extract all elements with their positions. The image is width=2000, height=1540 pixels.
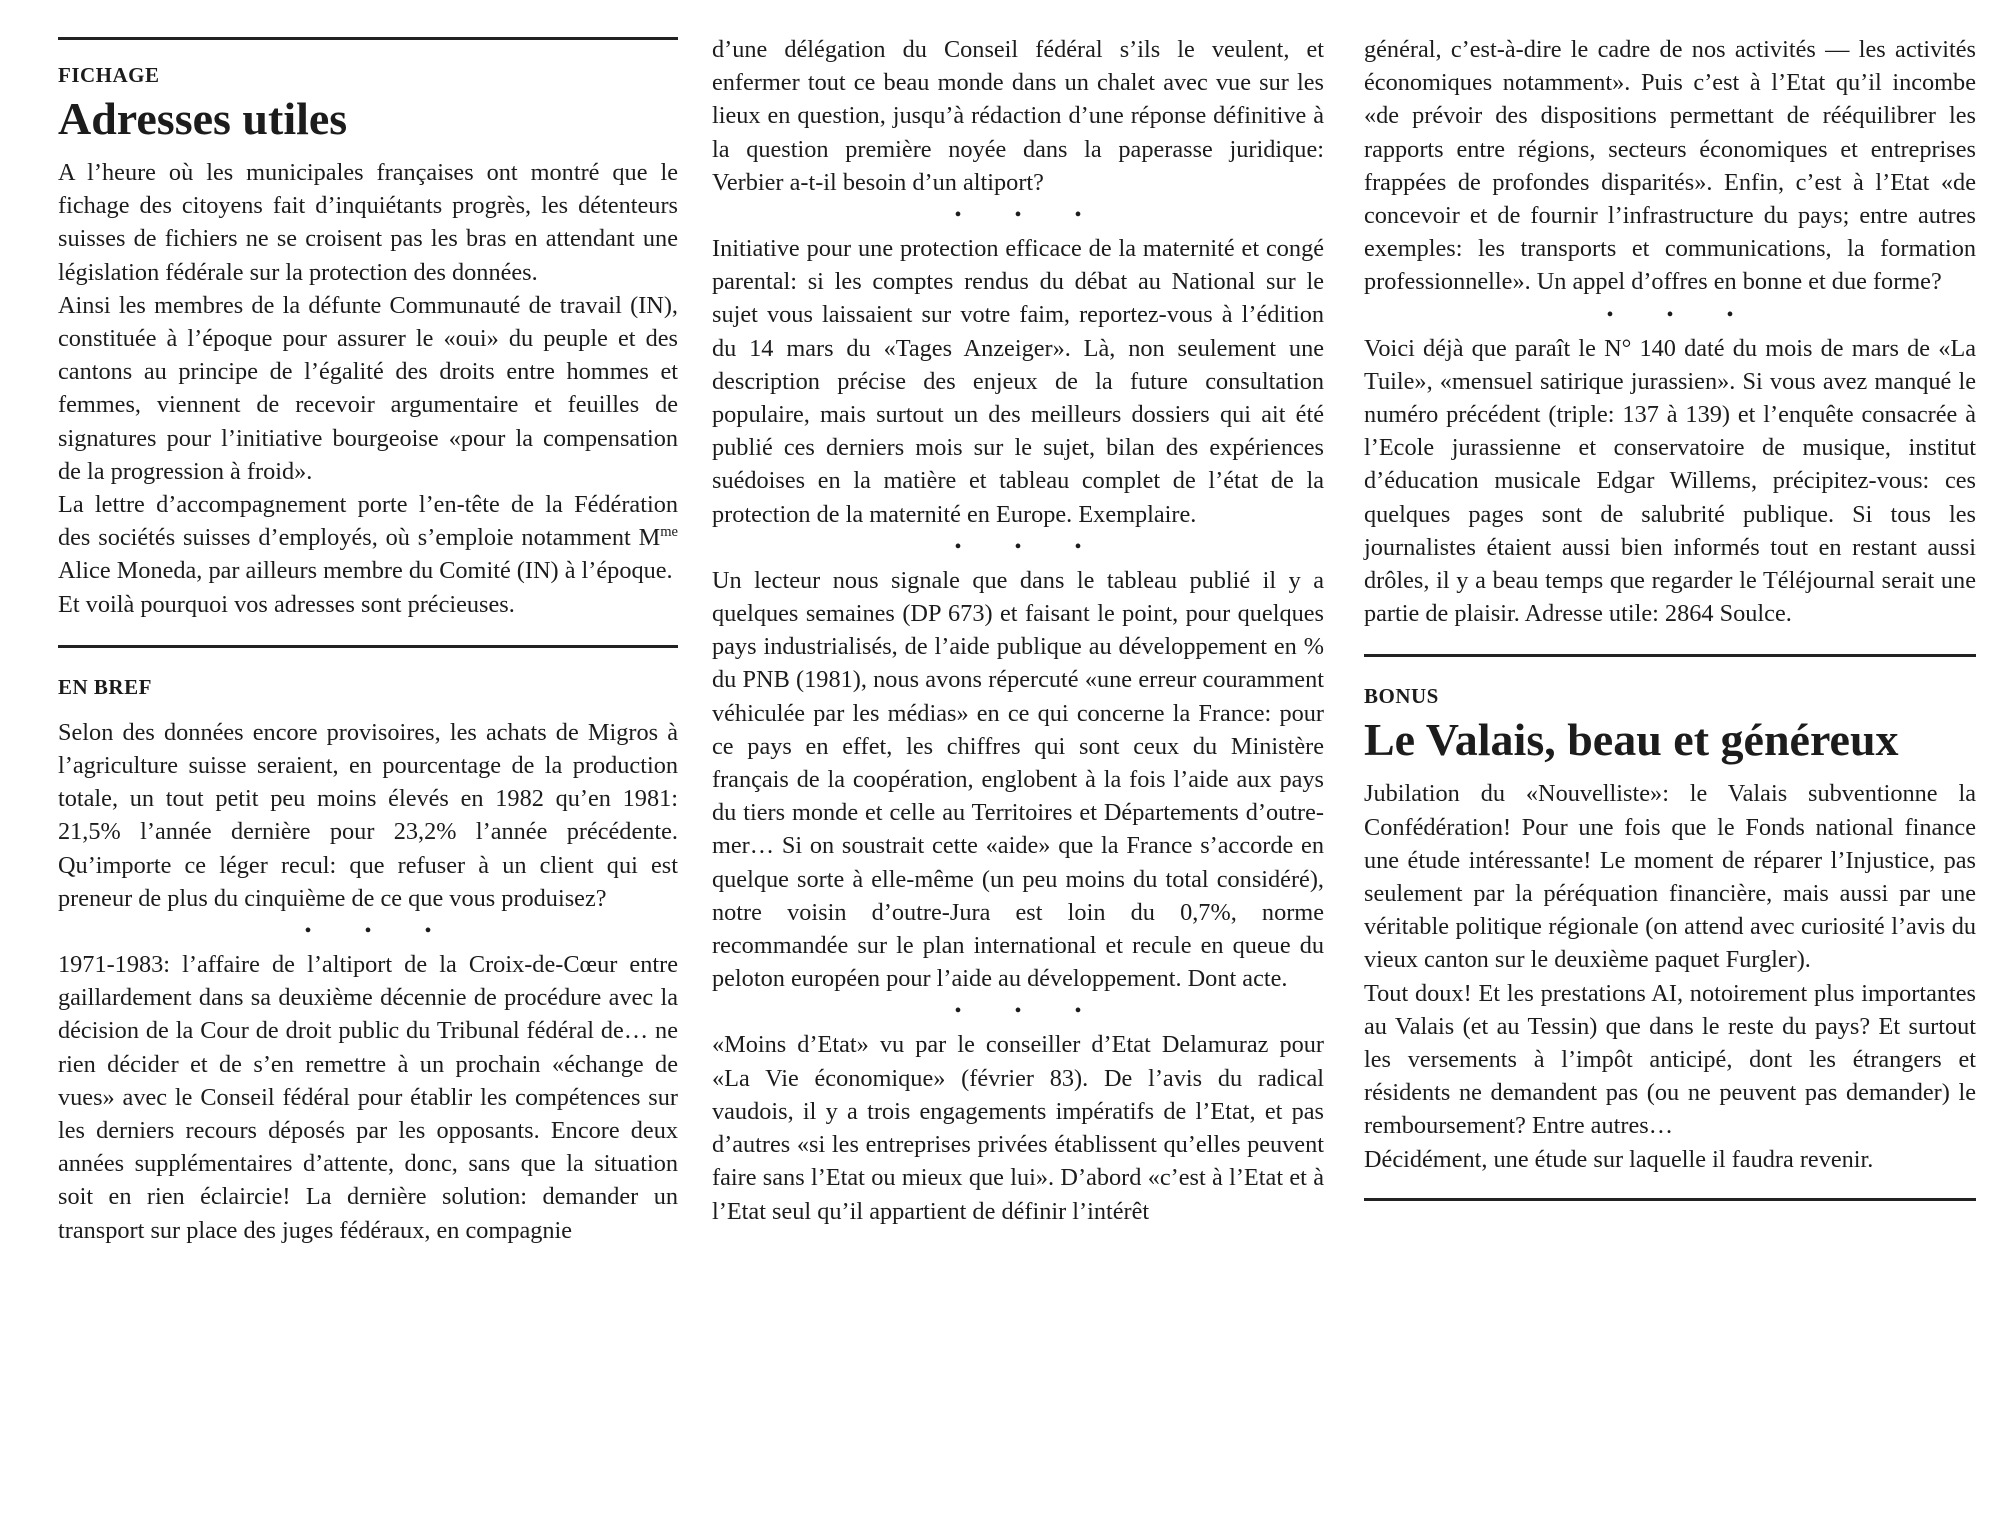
en-bref-column-2 [712,33,1324,1228]
separator-dots: • • • [954,204,1106,227]
bonus-paragraph-3: Décidément, une étude sur laquelle il faudra revenir. [1364,1145,1874,1173]
en-bref-column-3 [1364,33,1976,630]
fichage-article [58,156,678,621]
en-bref-item-5-part-2: général, c’est-à-dire le cadre de nos activités — les activités économiques notamment». Puis c’est à l’Etat qu’il incombe «de prévoir des dispositions permettant de rééquilibrer les rapports entre régions, secteurs économiques et entreprises frappées de profondes disparités». Enfin, c’est à l’Etat «de concevoir et de fournir l’infrastructure du pays; entre autres exemples: les transports et communications, la formation professionnelle». Un appel d’offres en bonne et due forme? [1364,36,1976,296]
section-rule [58,645,678,648]
fichage-kicker: FICHAGE [58,63,160,87]
fichage-paragraph-3-text-a: La lettre d’accompagnement porte l’en-tête de la Fédération des sociétés suisses d’employés, où s’emploie notamment M [58,491,678,552]
fichage-paragraph-2: Ainsi les membres de la défunte Communauté de travail (IN), constituée à l’époque pour assurer le «oui» du peuple et des cantons au principe de l’égalité des droits entre hommes et femmes, viennent de recevoir argumentaire et feuilles de signatures pour l’initiative bourgeoise «pour la compensation de la progression à froid». [58,291,678,485]
en-bref-item-6: Voici déjà que paraît le N° 140 daté du mois de mars de «La Tuile», «mensuel satirique jurassien». Si vous avez manqué le numéro précédent (triple: 137 à 139) et l’enquête consacrée à l’Ecole jurassienne et conservatoire de musique, institut d’éducation musicale Edgar Willems, précipitez-vous: ces quelques pages sont de salubrité publique. Si tous les journalistes étaient aussi bien informés tout en restant aussi drôles, il y a beau temps que regarder le Téléjournal serait une partie de plaisir. Adresse utile: 2864 Soulce. [1364,334,1976,628]
column-3 [1364,0,1976,1201]
separator-dots: • • • [304,920,456,943]
separator-dots: • • • [1606,303,1758,326]
column-1 [58,0,678,1247]
bonus-article [1364,777,1976,1175]
fichage-paragraph-4: Et voilà pourquoi vos adresses sont précieuses. [58,590,515,618]
bonus-paragraph-2: Tout doux! Et les prestations AI, notoirement plus importantes au Valais (et au Tessin) que dans le reste du pays? Et surtout les versements à l’impôt anticipé, dont les étrangers et résidents ne demandent pas (ou ne peuvent pas demander) le remboursement? Entre autres… [1364,979,1976,1140]
en-bref-item-4: Un lecteur nous signale que dans le tableau publié il y a quelques semaines (DP 673) et faisant le point, pour quelques pays industrialisés, de l’aide publique au développement en % du PNB (1981), nous avons répercuté «une erreur couramment véhiculée par les médias» en ce qui concerne la France: pour ce pays en effet, les chiffres qui sont ceux du Ministère français de la coopération, englobent à la fois l’aide aux pays du tiers monde et celle au Territoires et Départements d’outre-mer… Si on soustrait cette «aide» que la France s’accorde en quelque sorte à elle-même (un peu moins du total considéré), notre voisin d’outre-Jura est loin du 0,7%, norme recommandée sur le plan international et recule en queue du peloton européen pour l’aide au développement. Dont acte. [712,566,1324,993]
en-bref-item-2-part-2: d’une délégation du Conseil fédéral s’ils le veulent, et enfermer tout ce beau monde dans un chalet avec vue sur les lieux en question, jusqu’à rédaction d’une réponse définitive à la question première noyée dans la paperasse juridique: Verbier a-t-il besoin d’un altiport? [712,36,1324,196]
en-bref-kicker: EN BREF [58,674,152,699]
bonus-kicker: BONUS [1364,684,1439,709]
fichage-paragraph-1: A l’heure où les municipales françaises ont montré que le fichage des citoyens fait d’inquiétants progrès, les détenteurs suisses de fichiers ne se croisent pas les bras en attendant une législation fédérale sur la protection des données. [58,159,678,286]
fichage-paragraph-3 [58,488,678,588]
en-bref-item-3: Initiative pour une protection efficace de la maternité et congé parental: si les comptes rendus du débat au National sur le sujet vous laissaient sur votre faim, reportez-vous à l’édition du 14 mars du «Tages Anzeiger». Là, non seulement une description précise des enjeux de la future consultation populaire, mais surtout un des meilleurs dossiers qui ait été publié ces derniers mois sur le sujet, bilan des expériences suédoises en la matière et tableau complet de l’état de la protection de la maternité en Europe. Exemplaire. [712,235,1324,528]
separator-dots: • • • [954,535,1106,558]
en-bref-item-2-part-1: 1971-1983: l’affaire de l’altiport de la Croix-de-Cœur entre gaillardement dans sa deuxième décennie de procédure avec la décision de la Cour de droit public du Tribunal fédéral de… ne rien décider et de s’en remettre à un prochain «échange de vues» avec le Conseil fédéral pour établir les compétences sur les derniers recours déposés par les opposants. Encore deux années supplémentaires d’attente, donc, sans que la situation soit en rien éclaircie! La dernière solution: demander un transport sur place des juges fédéraux, en compagnie [58,951,678,1244]
en-bref-column-1 [58,716,678,1247]
fichage-headline: Adresses utiles [58,93,348,144]
en-bref-item-1: Selon des données encore provisoires, les achats de Migros à l’agriculture suisse seraient, en pourcentage de la production totale, un tout petit peu moins élevés en 1982 qu’en 1981: 21,5% l’année dernière pour 23,2% l’année précédente. Qu’importe ce léger recul: que refuser à un client qui est preneur de plus du cinquième de ce que vous produisez? [58,718,678,912]
separator-dots: • • • [954,1000,1106,1023]
bonus-paragraph-1: Jubilation du «Nouvelliste»: le Valais subventionne la Confédération! Pour une fois que le Fonds national finance une étude intéressante! Le moment de réparer l’Injustice, pas seulement par la péréquation financière, mais aussi par une véritable politique régionale (on attend avec curiosité l’avis du vieux canton sur le deuxième paquet Furgler). [1364,780,1976,974]
fichage-paragraph-3-text-b: Alice Moneda, par ailleurs membre du Comité (IN) à l’époque. [58,557,673,585]
column-2 [712,0,1324,1228]
en-bref-item-5-part-1: «Moins d’Etat» vu par le conseiller d’Etat Delamuraz pour «La Vie économique» (février 83). De l’avis du radical vaudois, il y a trois engagements impératifs de l’Etat, et pas d’autres «si les entreprises privées établissent qu’elles peuvent faire sans l’Etat ou mieux que lui». D’abord «c’est à l’Etat et à l’Etat seul qu’il appartient de définir l’intérêt [712,1031,1324,1225]
section-rule [1364,654,1976,657]
bonus-headline: Le Valais, beau et généreux [1364,714,1899,766]
fichage-paragraph-3-superscript: me [660,524,678,541]
bottom-rule [1364,1198,1976,1201]
top-rule [58,37,678,40]
